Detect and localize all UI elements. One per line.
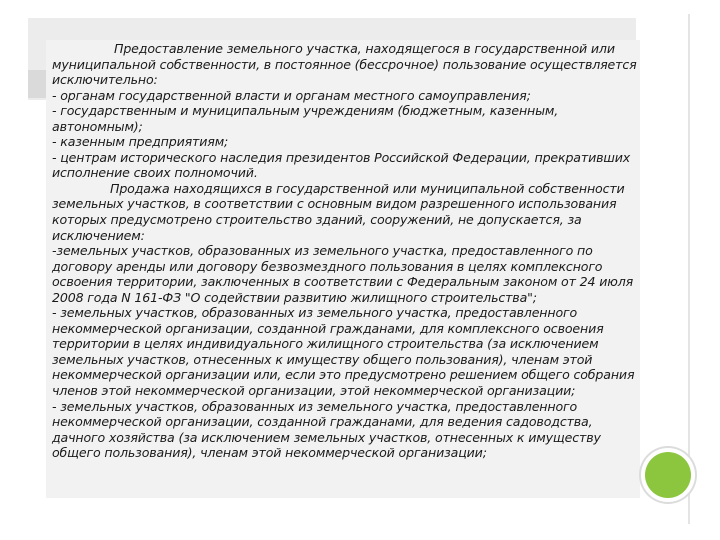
green-circle-decoration bbox=[645, 452, 691, 498]
text-line: 2008 года N 161-ФЗ "О содействии развитию жилищного строительства"; bbox=[52, 289, 537, 305]
text-line: автономным); bbox=[52, 118, 143, 134]
text-line: земельных участков, в соответствии с основным видом разрешенного использования bbox=[52, 196, 617, 212]
text-line: исполнение своих полномочий. bbox=[52, 165, 258, 181]
text-line: которых предусмотрено строительство зданий, сооружений, не допускается, за bbox=[52, 212, 582, 228]
text-line: договору аренды или договору безвозмездного пользования в целях комплексного bbox=[52, 258, 603, 274]
text-line: дачного хозяйства (за исключением земельных участков, отнесенных к имуществу bbox=[52, 429, 601, 445]
list-item: - государственным и муниципальным учреждениям (бюджетным, казенным, bbox=[52, 103, 559, 119]
list-item: - органам государственной власти и органам местного самоуправления; bbox=[52, 87, 531, 103]
text-line: некоммерческой организации или, если это предусмотрено решением общего собрания bbox=[52, 367, 635, 383]
list-item: -земельных участков, образованных из земельного участка, предоставленного по bbox=[52, 243, 593, 259]
text-line: Предоставление земельного участка, находящегося в государственной или bbox=[114, 41, 615, 56]
text-line: некоммерческой организации, созданной гражданами, для комплексного освоения bbox=[52, 320, 604, 336]
list-item: - казенным предприятиям; bbox=[52, 134, 229, 150]
paragraph-land-sale bbox=[52, 181, 638, 461]
text-line: муниципальной собственности, в постоянное (бессрочное) пользование осуществляется bbox=[52, 56, 637, 72]
list-item: - земельных участков, образованных из земельного участка, предоставленного bbox=[52, 398, 578, 414]
text-line: исключением: bbox=[52, 227, 145, 243]
text-line: некоммерческой организации, созданной гражданами, для ведения садоводства, bbox=[52, 414, 593, 430]
text-line: территории в целях индивидуального жилищного строительства (за исключением bbox=[52, 336, 599, 352]
text-line: земельных участков, отнесенных к имуществу общего пользования), членам этой bbox=[52, 351, 593, 367]
text-line: общего пользования), членам этой некоммерческой организации; bbox=[52, 445, 487, 461]
paragraph-land-permanent-use bbox=[52, 41, 638, 181]
text-line: освоения территории, заключенных в соответствии с Федеральным законом от 24 июля bbox=[52, 274, 634, 290]
list-item: - центрам исторического наследия президентов Российской Федерации, прекративших bbox=[52, 149, 631, 165]
text-line: Продажа находящихся в государственной или муниципальной собственности bbox=[110, 180, 625, 196]
list-item: - земельных участков, образованных из земельного участка, предоставленного bbox=[52, 305, 578, 321]
slide-body-text bbox=[52, 41, 638, 461]
text-line: членов этой некоммерческой организации, этой некоммерческой организации; bbox=[52, 383, 576, 399]
text-line: исключительно: bbox=[52, 72, 158, 88]
